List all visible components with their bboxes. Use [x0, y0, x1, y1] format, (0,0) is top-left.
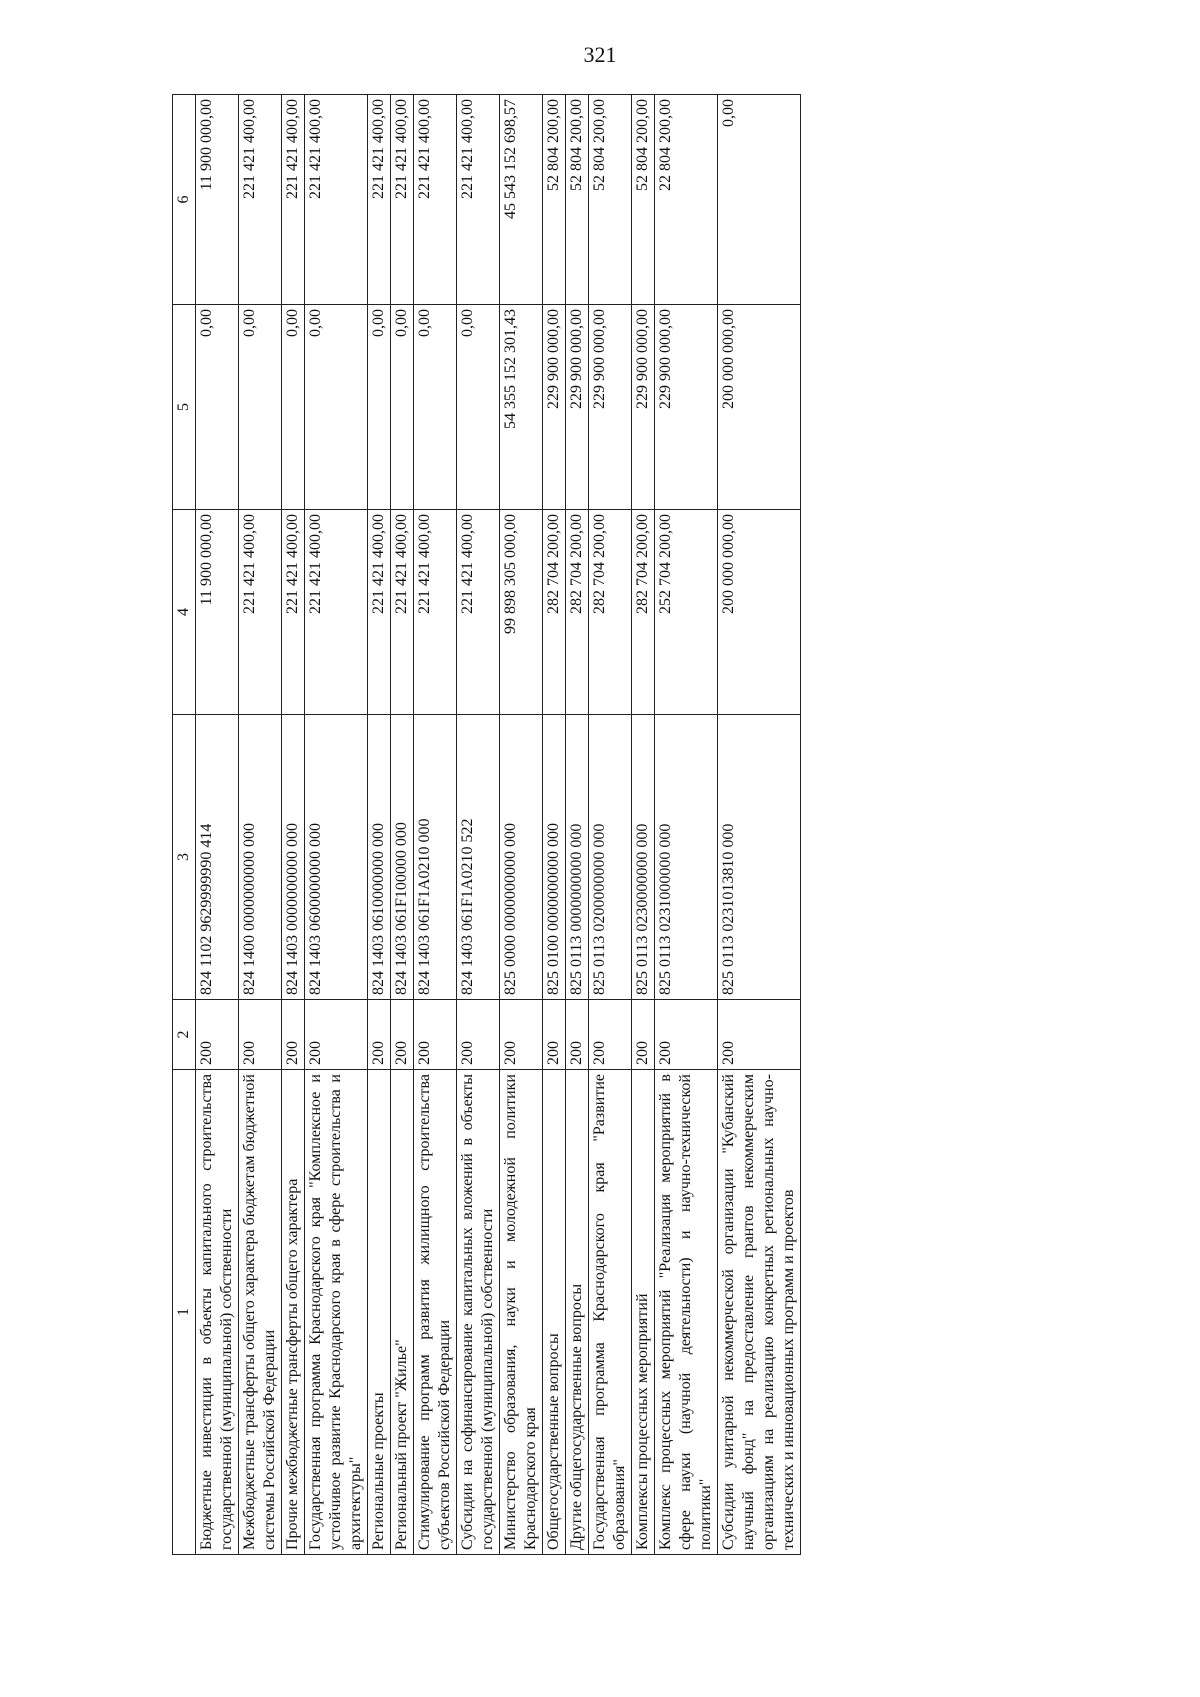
rotated-table-container: [172, 95, 1112, 1555]
row-code-cell: 200: [305, 1000, 368, 1070]
row-value-col5: 0,00: [368, 305, 391, 510]
row-name-cell: Субсидии унитарной некоммерческой организации "Кубанский научный фонд" на предоставление грантов некоммерческим организациям на реализацию конкретных региональных научно-технических и инновационных программ и проектов: [718, 1070, 801, 1555]
header-col-3: 3: [173, 715, 196, 1000]
row-value-col5: 229 900 000,00: [543, 305, 566, 510]
row-value-col5: 54 355 152 301,43: [500, 305, 543, 510]
row-value-col5: 0,00: [391, 305, 414, 510]
row-kbk-cell: 825 0113 0231013810 000: [718, 715, 801, 1000]
header-col-1: 1: [173, 1070, 196, 1555]
row-value-col5: 0,00: [239, 305, 282, 510]
row-name-cell: Субсидии на софинансирование капитальных вложений в объекты государственной (муниципальной) собственности: [457, 1070, 500, 1555]
row-kbk-cell: 825 0113 0230000000 000: [632, 715, 655, 1000]
table-row: [566, 95, 589, 1555]
row-kbk-cell: 824 1403 061F1A0210 522: [457, 715, 500, 1000]
row-code-cell: 200: [632, 1000, 655, 1070]
row-name-cell: Региональный проект "Жилье": [391, 1070, 414, 1555]
row-value-col4: 221 421 400,00: [368, 510, 391, 715]
row-name-cell: Комплексы процессных мероприятий: [632, 1070, 655, 1555]
row-value-col4: 221 421 400,00: [282, 510, 305, 715]
row-kbk-cell: 825 0113 0200000000 000: [589, 715, 632, 1000]
table-row: [718, 95, 801, 1555]
row-value-col4: 200 000 000,00: [718, 510, 801, 715]
header-row: [173, 95, 196, 1555]
row-name-cell: Бюджетные инвестиции в объекты капитального строительства государственной (муниципальной) собственности: [196, 1070, 239, 1555]
row-kbk-cell: 825 0113 0231000000 000: [655, 715, 718, 1000]
row-value-col6: 221 421 400,00: [239, 95, 282, 305]
row-value-col6: 45 543 152 698,57: [500, 95, 543, 305]
row-value-col4: 221 421 400,00: [239, 510, 282, 715]
row-value-col4: 252 704 200,00: [655, 510, 718, 715]
row-code-cell: 200: [655, 1000, 718, 1070]
table-row: [632, 95, 655, 1555]
table-row: [500, 95, 543, 1555]
row-value-col5: 0,00: [282, 305, 305, 510]
row-value-col4: 282 704 200,00: [543, 510, 566, 715]
row-name-cell: Прочие межбюджетные трансферты общего характера: [282, 1070, 305, 1555]
table-row: [589, 95, 632, 1555]
row-name-cell: Стимулирование программ развития жилищного строительства субъектов Российской Федерации: [414, 1070, 457, 1555]
row-value-col4: 221 421 400,00: [391, 510, 414, 715]
row-value-col6: 221 421 400,00: [368, 95, 391, 305]
row-code-cell: 200: [457, 1000, 500, 1070]
row-value-col6: 221 421 400,00: [282, 95, 305, 305]
row-value-col4: 282 704 200,00: [632, 510, 655, 715]
row-name-cell: Комплекс процессных мероприятий "Реализация мероприятий в сфере науки (научной деятельности) и научно-технической политики": [655, 1070, 718, 1555]
row-value-col6: 0,00: [718, 95, 801, 305]
row-value-col5: 229 900 000,00: [589, 305, 632, 510]
table-body: [196, 95, 801, 1555]
row-kbk-cell: 824 1102 9629999990 414: [196, 715, 239, 1000]
row-value-col5: 200 000 000,00: [718, 305, 801, 510]
row-code-cell: 200: [718, 1000, 801, 1070]
row-code-cell: 200: [500, 1000, 543, 1070]
row-name-cell: Региональные проекты: [368, 1070, 391, 1555]
row-value-col4: 99 898 305 000,00: [500, 510, 543, 715]
row-code-cell: 200: [414, 1000, 457, 1070]
table-row: [282, 95, 305, 1555]
header-col-4: 4: [173, 510, 196, 715]
budget-table: [172, 94, 801, 1555]
row-value-col6: 22 804 200,00: [655, 95, 718, 305]
row-value-col6: 221 421 400,00: [414, 95, 457, 305]
row-kbk-cell: 825 0113 0000000000 000: [566, 715, 589, 1000]
row-value-col6: 221 421 400,00: [391, 95, 414, 305]
row-value-col5: 229 900 000,00: [655, 305, 718, 510]
header-col-6: 6: [173, 95, 196, 305]
table-row: [305, 95, 368, 1555]
row-kbk-cell: 825 0100 0000000000 000: [543, 715, 566, 1000]
table-row: [196, 95, 239, 1555]
header-col-2: 2: [173, 1000, 196, 1070]
row-kbk-cell: 824 1403 061F1A0210 000: [414, 715, 457, 1000]
row-kbk-cell: 824 1403 0610000000 000: [368, 715, 391, 1000]
row-name-cell: Государственная программа Краснодарского края "Комплексное и устойчивое развитие Краснодарского края в сфере строительства и архитектуры": [305, 1070, 368, 1555]
row-code-cell: 200: [589, 1000, 632, 1070]
row-value-col4: 282 704 200,00: [589, 510, 632, 715]
row-name-cell: Межбюджетные трансферты общего характера бюджетам бюджетной системы Российской Федерации: [239, 1070, 282, 1555]
table-row: [414, 95, 457, 1555]
row-name-cell: Министерство образования, науки и молодежной политики Краснодарского края: [500, 1070, 543, 1555]
row-code-cell: 200: [566, 1000, 589, 1070]
row-value-col4: 11 900 000,00: [196, 510, 239, 715]
table-row: [543, 95, 566, 1555]
row-kbk-cell: 824 1403 0600000000 000: [305, 715, 368, 1000]
page-number: 321: [583, 42, 617, 67]
row-kbk-cell: 824 1403 061F100000 000: [391, 715, 414, 1000]
row-value-col5: 0,00: [305, 305, 368, 510]
header-col-5: 5: [173, 305, 196, 510]
row-value-col6: 52 804 200,00: [566, 95, 589, 305]
table-row: [655, 95, 718, 1555]
row-code-cell: 200: [282, 1000, 305, 1070]
row-value-col6: 11 900 000,00: [196, 95, 239, 305]
row-code-cell: 200: [196, 1000, 239, 1070]
row-name-cell: Общегосударственные вопросы: [543, 1070, 566, 1555]
row-value-col5: 0,00: [457, 305, 500, 510]
row-name-cell: Другие общегосударственные вопросы: [566, 1070, 589, 1555]
row-value-col4: 221 421 400,00: [305, 510, 368, 715]
row-value-col6: 221 421 400,00: [305, 95, 368, 305]
row-name-cell: Государственная программа Краснодарского края "Развитие образования": [589, 1070, 632, 1555]
row-value-col5: 0,00: [196, 305, 239, 510]
row-value-col6: 52 804 200,00: [543, 95, 566, 305]
table-row: [391, 95, 414, 1555]
row-value-col6: 52 804 200,00: [589, 95, 632, 305]
row-value-col5: 0,00: [414, 305, 457, 510]
row-value-col6: 221 421 400,00: [457, 95, 500, 305]
row-value-col5: 229 900 000,00: [632, 305, 655, 510]
row-value-col4: 221 421 400,00: [414, 510, 457, 715]
table-row: [457, 95, 500, 1555]
row-code-cell: 200: [543, 1000, 566, 1070]
table-row: [368, 95, 391, 1555]
row-kbk-cell: 825 0000 0000000000 000: [500, 715, 543, 1000]
row-value-col6: 52 804 200,00: [632, 95, 655, 305]
row-code-cell: 200: [239, 1000, 282, 1070]
row-code-cell: 200: [368, 1000, 391, 1070]
row-code-cell: 200: [391, 1000, 414, 1070]
row-value-col4: 282 704 200,00: [566, 510, 589, 715]
row-value-col4: 221 421 400,00: [457, 510, 500, 715]
table-row: [239, 95, 282, 1555]
row-kbk-cell: 824 1403 0000000000 000: [282, 715, 305, 1000]
row-value-col5: 229 900 000,00: [566, 305, 589, 510]
row-kbk-cell: 824 1400 0000000000 000: [239, 715, 282, 1000]
